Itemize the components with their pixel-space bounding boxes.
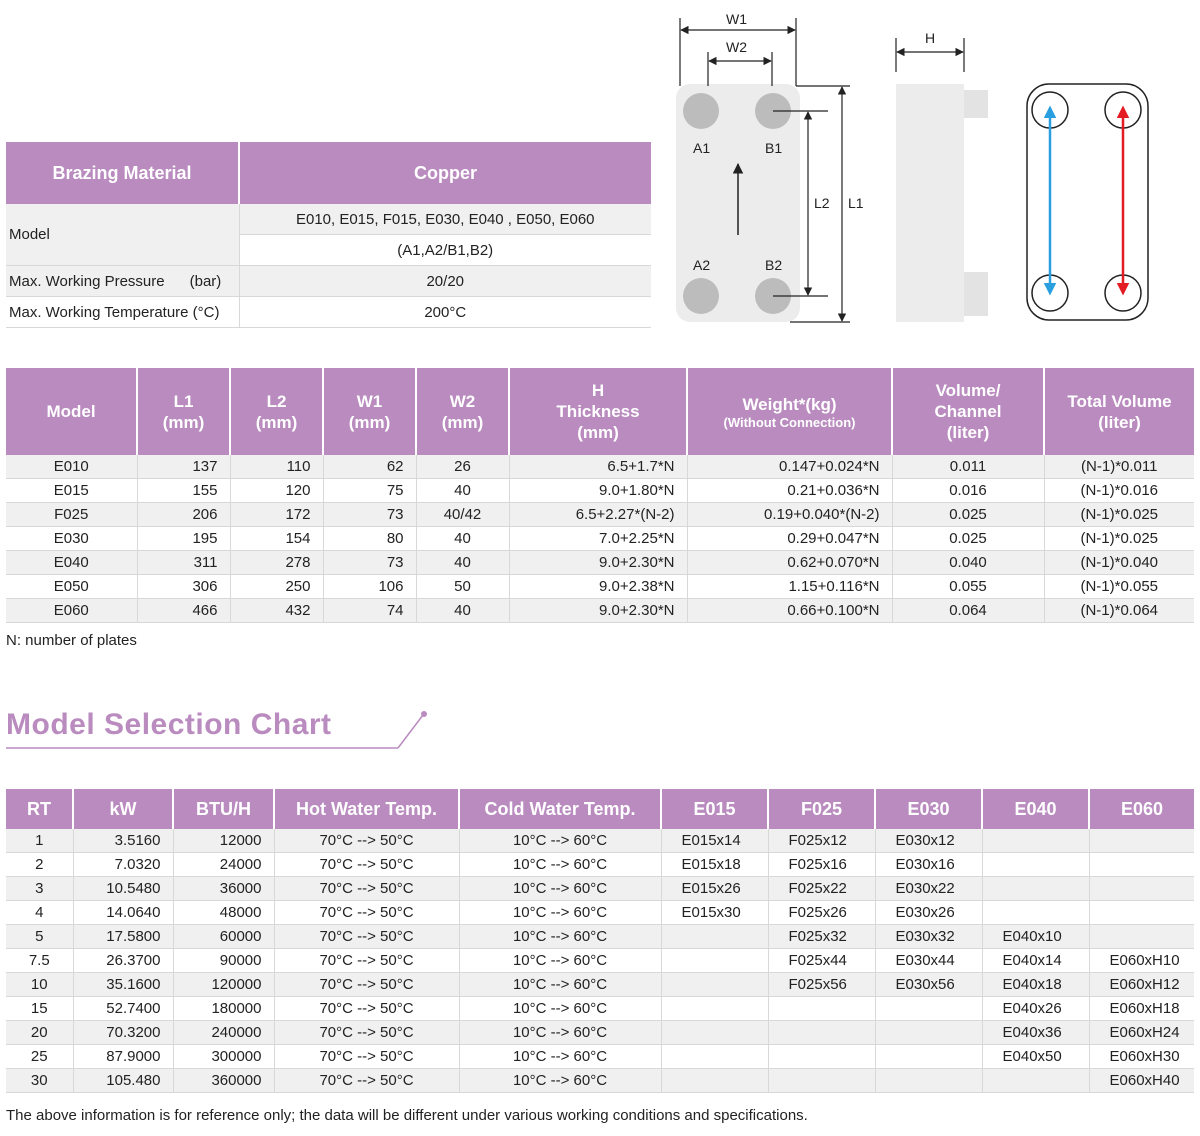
column-header: E030 — [875, 789, 982, 829]
table-cell: E030x44 — [875, 949, 982, 973]
b1-label: B1 — [765, 140, 783, 156]
table-cell: 70°C --> 50°C — [274, 925, 459, 949]
table-cell: 70°C --> 50°C — [274, 973, 459, 997]
table-cell: E040x50 — [982, 1045, 1089, 1069]
table-cell: 70°C --> 50°C — [274, 901, 459, 925]
table-cell — [1089, 829, 1194, 853]
table-cell: 10°C --> 60°C — [459, 949, 661, 973]
column-header: Hot Water Temp. — [274, 789, 459, 829]
a2-label: A2 — [693, 257, 711, 273]
table-cell — [768, 997, 875, 1021]
table-cell: 70°C --> 50°C — [274, 1069, 459, 1093]
table-cell: 70°C --> 50°C — [274, 1045, 459, 1069]
col-w2: W2 (mm) — [416, 368, 509, 455]
table-cell: 40 — [416, 479, 509, 503]
table-cell: F025x22 — [768, 877, 875, 901]
table-cell: (N-1)*0.025 — [1044, 503, 1194, 527]
column-header: F025 — [768, 789, 875, 829]
plate-front-diagram — [660, 0, 864, 330]
table-cell: 70°C --> 50°C — [274, 877, 459, 901]
column-header: E015 — [661, 789, 768, 829]
table-cell: (N-1)*0.025 — [1044, 527, 1194, 551]
h-label: H — [925, 30, 936, 46]
table-row — [6, 829, 1194, 853]
b2-label: B2 — [765, 257, 783, 273]
table-cell: 20 — [6, 1021, 73, 1045]
flow-diagram — [1020, 0, 1160, 330]
flow-plate-outline — [1027, 84, 1148, 320]
table-cell: 7.0+2.25*N — [509, 527, 687, 551]
table-cell: E040x14 — [982, 949, 1089, 973]
table-cell: 0.025 — [892, 503, 1044, 527]
table-cell — [1089, 925, 1194, 949]
table-cell: 10°C --> 60°C — [459, 829, 661, 853]
table-cell: 15 — [6, 997, 73, 1021]
table-cell: E040x26 — [982, 997, 1089, 1021]
table-cell: E010 — [6, 455, 137, 479]
brazing-material-header: Brazing Material — [6, 142, 239, 204]
table-cell: 40 — [416, 599, 509, 623]
table-cell — [661, 925, 768, 949]
table-cell: 52.7400 — [73, 997, 173, 1021]
table-cell: 206 — [137, 503, 230, 527]
title-underline-decoration — [6, 708, 436, 753]
dimension-table — [6, 368, 1194, 623]
table-cell: (N-1)*0.055 — [1044, 575, 1194, 599]
table-cell: E030x32 — [875, 925, 982, 949]
table-cell: E060 — [6, 599, 137, 623]
table-cell: 74 — [323, 599, 416, 623]
column-header: BTU/H — [173, 789, 274, 829]
table-cell: E015x26 — [661, 877, 768, 901]
col-l2: L2 (mm) — [230, 368, 323, 455]
table-cell: 155 — [137, 479, 230, 503]
table-cell — [768, 1045, 875, 1069]
table-cell: 48000 — [173, 901, 274, 925]
table-cell: E060xH12 — [1089, 973, 1194, 997]
table-cell: 10°C --> 60°C — [459, 925, 661, 949]
table-cell: 0.147+0.024*N — [687, 455, 892, 479]
table-row — [6, 1069, 1194, 1093]
table-cell: 0.064 — [892, 599, 1044, 623]
table-cell: (N-1)*0.016 — [1044, 479, 1194, 503]
column-header: kW — [73, 789, 173, 829]
table-cell — [661, 949, 768, 973]
table-cell: 432 — [230, 599, 323, 623]
table-row — [6, 901, 1194, 925]
table-cell: 0.025 — [892, 527, 1044, 551]
table-cell — [982, 877, 1089, 901]
spec-table — [6, 142, 651, 328]
table-cell: 62 — [323, 455, 416, 479]
table-cell: (N-1)*0.040 — [1044, 551, 1194, 575]
table-cell — [768, 1069, 875, 1093]
table-cell: 87.9000 — [73, 1045, 173, 1069]
table-row — [6, 551, 1194, 575]
table-cell: E030x16 — [875, 853, 982, 877]
a1-label: A1 — [693, 140, 711, 156]
table-cell — [1089, 853, 1194, 877]
port-a1 — [683, 93, 719, 129]
table-cell: E030 — [6, 527, 137, 551]
temperature-value: 200°C — [239, 297, 651, 328]
table-cell — [875, 1021, 982, 1045]
table-cell: 6.5+1.7*N — [509, 455, 687, 479]
table-cell: 10°C --> 60°C — [459, 1045, 661, 1069]
table-cell: 10°C --> 60°C — [459, 973, 661, 997]
plates-note: N: number of plates — [6, 632, 137, 649]
table-row — [6, 949, 1194, 973]
plate-side-diagram — [880, 0, 1000, 330]
col-model: Model — [6, 368, 137, 455]
table-row — [6, 527, 1194, 551]
model-list: E010, E015, F015, E030, E040 , E050, E060 — [239, 204, 651, 235]
table-cell: 80 — [323, 527, 416, 551]
l2-label: L2 — [814, 195, 830, 211]
pressure-label: Max. Working Pressure (bar) — [6, 266, 239, 297]
col-l1: L1 (mm) — [137, 368, 230, 455]
table-row — [6, 599, 1194, 623]
table-cell: (N-1)*0.011 — [1044, 455, 1194, 479]
table-cell — [875, 1045, 982, 1069]
table-cell: F025x32 — [768, 925, 875, 949]
table-cell: 137 — [137, 455, 230, 479]
table-cell: F025x56 — [768, 973, 875, 997]
table-cell: 0.011 — [892, 455, 1044, 479]
pressure-value: 20/20 — [239, 266, 651, 297]
table-cell: 0.19+0.040*(N-2) — [687, 503, 892, 527]
col-weight: Weight*(kg) (Without Connection) — [687, 368, 892, 455]
table-cell: E030x22 — [875, 877, 982, 901]
table-cell: 10°C --> 60°C — [459, 853, 661, 877]
table-cell: E040x18 — [982, 973, 1089, 997]
table-cell: 9.0+2.30*N — [509, 599, 687, 623]
table-cell: 240000 — [173, 1021, 274, 1045]
table-cell: 105.480 — [73, 1069, 173, 1093]
table-cell: E015x14 — [661, 829, 768, 853]
table-cell: 7.5 — [6, 949, 73, 973]
table-cell: 7.0320 — [73, 853, 173, 877]
table-cell: 70°C --> 50°C — [274, 997, 459, 1021]
table-cell: 0.21+0.036*N — [687, 479, 892, 503]
table-cell: E040x36 — [982, 1021, 1089, 1045]
col-w1: W1 (mm) — [323, 368, 416, 455]
table-row — [6, 853, 1194, 877]
table-row — [6, 1045, 1194, 1069]
table-cell: 466 — [137, 599, 230, 623]
table-cell: 9.0+1.80*N — [509, 479, 687, 503]
table-cell: E060xH18 — [1089, 997, 1194, 1021]
table-cell: 0.016 — [892, 479, 1044, 503]
table-cell: 1 — [6, 829, 73, 853]
table-cell: 0.29+0.047*N — [687, 527, 892, 551]
table-cell: E030x26 — [875, 901, 982, 925]
table-cell: 90000 — [173, 949, 274, 973]
side-connector-top — [964, 90, 988, 118]
table-cell: 26 — [416, 455, 509, 479]
section-title: Model Selection Chart — [6, 708, 332, 741]
table-row — [6, 1021, 1194, 1045]
table-cell: 25 — [6, 1045, 73, 1069]
port-a2 — [683, 278, 719, 314]
table-cell — [982, 901, 1089, 925]
side-connector-bottom — [964, 272, 988, 316]
table-row — [6, 925, 1194, 949]
column-header: E060 — [1089, 789, 1194, 829]
table-cell — [661, 973, 768, 997]
table-cell: 0.055 — [892, 575, 1044, 599]
table-row — [6, 877, 1194, 901]
table-cell: E060xH40 — [1089, 1069, 1194, 1093]
table-cell: 3.5160 — [73, 829, 173, 853]
temperature-label: Max. Working Temperature (°C) — [6, 297, 239, 328]
table-cell: 120000 — [173, 973, 274, 997]
table-row — [6, 973, 1194, 997]
table-cell — [875, 997, 982, 1021]
table-cell: E030x12 — [875, 829, 982, 853]
table-cell: 10°C --> 60°C — [459, 1021, 661, 1045]
table-cell: E040x10 — [982, 925, 1089, 949]
table-cell: 300000 — [173, 1045, 274, 1069]
footer-disclaimer: The above information is for reference only; the data will be different under various working conditions and specifications. — [6, 1107, 808, 1124]
table-cell — [982, 1069, 1089, 1093]
table-cell: 10°C --> 60°C — [459, 877, 661, 901]
table-cell — [661, 1069, 768, 1093]
table-cell: 10°C --> 60°C — [459, 1069, 661, 1093]
table-cell: 70°C --> 50°C — [274, 829, 459, 853]
model-selection-table — [6, 789, 1194, 1093]
table-cell — [661, 1045, 768, 1069]
copper-header: Copper — [239, 142, 651, 204]
table-cell: 5 — [6, 925, 73, 949]
table-cell: 35.1600 — [73, 973, 173, 997]
table-cell: (N-1)*0.064 — [1044, 599, 1194, 623]
table-cell: 12000 — [173, 829, 274, 853]
column-header: Cold Water Temp. — [459, 789, 661, 829]
model-label: Model — [6, 204, 239, 266]
table-cell: 70°C --> 50°C — [274, 853, 459, 877]
table-cell — [875, 1069, 982, 1093]
col-total-volume: Total Volume (liter) — [1044, 368, 1194, 455]
side-body — [896, 84, 964, 322]
table-cell: 360000 — [173, 1069, 274, 1093]
table-cell: F025x16 — [768, 853, 875, 877]
table-row — [6, 997, 1194, 1021]
table-cell: 70.3200 — [73, 1021, 173, 1045]
table-cell: 278 — [230, 551, 323, 575]
table-cell: E060xH30 — [1089, 1045, 1194, 1069]
table-cell: E015 — [6, 479, 137, 503]
table-cell: E050 — [6, 575, 137, 599]
table-row — [6, 575, 1194, 599]
table-cell: 70°C --> 50°C — [274, 949, 459, 973]
table-cell — [1089, 901, 1194, 925]
col-volume-channel: Volume/ Channel (liter) — [892, 368, 1044, 455]
table-cell: 73 — [323, 503, 416, 527]
column-header: RT — [6, 789, 73, 829]
table-cell: 17.5800 — [73, 925, 173, 949]
table-cell: 3 — [6, 877, 73, 901]
table-cell: 60000 — [173, 925, 274, 949]
table-cell: E040 — [6, 551, 137, 575]
table-row — [6, 503, 1194, 527]
table-cell: 1.15+0.116*N — [687, 575, 892, 599]
table-cell: 24000 — [173, 853, 274, 877]
w2-label: W2 — [726, 39, 747, 55]
model-ports: (A1,A2/B1,B2) — [239, 235, 651, 266]
table-cell: 9.0+2.30*N — [509, 551, 687, 575]
table-cell — [1089, 877, 1194, 901]
col-thickness: H Thickness (mm) — [509, 368, 687, 455]
table-cell: 10°C --> 60°C — [459, 997, 661, 1021]
table-cell: 40/42 — [416, 503, 509, 527]
table-cell: 75 — [323, 479, 416, 503]
table-cell: 10.5480 — [73, 877, 173, 901]
table-cell: 250 — [230, 575, 323, 599]
table-cell — [982, 853, 1089, 877]
table-cell: E030x56 — [875, 973, 982, 997]
table-row — [6, 479, 1194, 503]
table-cell: 154 — [230, 527, 323, 551]
table-cell: 26.3700 — [73, 949, 173, 973]
table-cell: 120 — [230, 479, 323, 503]
table-cell — [768, 1021, 875, 1045]
table-cell: 40 — [416, 551, 509, 575]
table-cell: 2 — [6, 853, 73, 877]
l1-label: L1 — [848, 195, 864, 211]
table-cell: 4 — [6, 901, 73, 925]
table-cell: 70°C --> 50°C — [274, 1021, 459, 1045]
table-cell: 172 — [230, 503, 323, 527]
table-cell: E060xH24 — [1089, 1021, 1194, 1045]
table-cell: 6.5+2.27*(N-2) — [509, 503, 687, 527]
table-cell — [982, 829, 1089, 853]
table-cell: E060xH10 — [1089, 949, 1194, 973]
column-header: E040 — [982, 789, 1089, 829]
table-cell: 50 — [416, 575, 509, 599]
table-cell — [661, 1021, 768, 1045]
table-cell — [661, 997, 768, 1021]
table-cell: 14.0640 — [73, 901, 173, 925]
table-cell: E015x30 — [661, 901, 768, 925]
table-cell: 10 — [6, 973, 73, 997]
table-cell: E015x18 — [661, 853, 768, 877]
table-cell: 36000 — [173, 877, 274, 901]
table-cell: 306 — [137, 575, 230, 599]
table-cell: 73 — [323, 551, 416, 575]
table-cell: F025 — [6, 503, 137, 527]
table-cell: 30 — [6, 1069, 73, 1093]
table-cell: F025x12 — [768, 829, 875, 853]
table-cell: 110 — [230, 455, 323, 479]
table-cell: 311 — [137, 551, 230, 575]
table-cell: F025x44 — [768, 949, 875, 973]
table-cell: 40 — [416, 527, 509, 551]
table-cell: 10°C --> 60°C — [459, 901, 661, 925]
table-cell: 0.66+0.100*N — [687, 599, 892, 623]
table-cell: 0.62+0.070*N — [687, 551, 892, 575]
table-cell: 0.040 — [892, 551, 1044, 575]
table-cell: 106 — [323, 575, 416, 599]
table-cell: 9.0+2.38*N — [509, 575, 687, 599]
table-row — [6, 455, 1194, 479]
table-cell: 180000 — [173, 997, 274, 1021]
table-cell: 195 — [137, 527, 230, 551]
w1-label: W1 — [726, 11, 747, 27]
table-cell: F025x26 — [768, 901, 875, 925]
